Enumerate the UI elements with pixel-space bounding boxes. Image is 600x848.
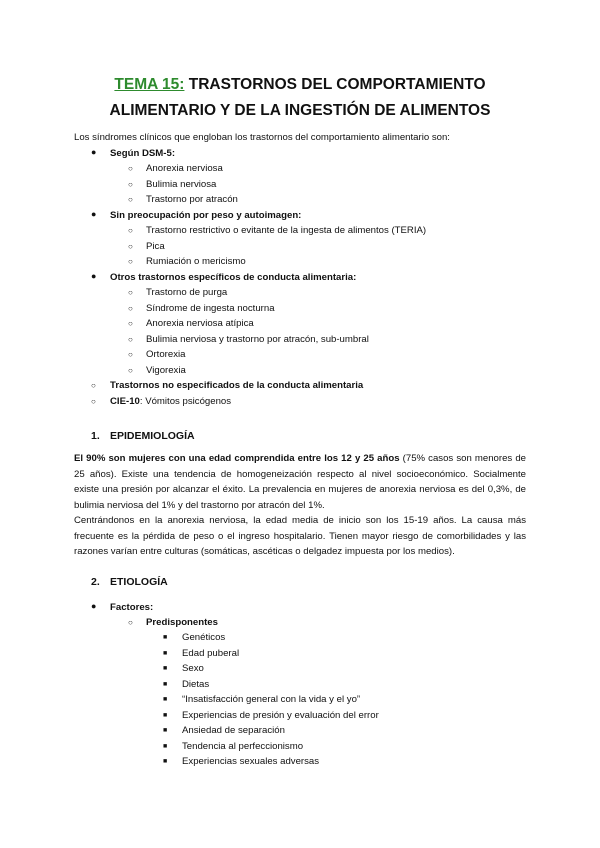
bullet-dot-icon: ● (91, 209, 97, 219)
group-no-especificados: Trastornos no especificados de la conducta alimentaria (110, 380, 364, 391)
bullet-circle-icon: ○ (91, 381, 96, 390)
bullet-square-icon: ■ (163, 758, 168, 765)
intro-text: Los síndromes clínicos que engloban los trastornos del comportamiento alimentario son: (74, 132, 450, 143)
cie10-text: : Vómitos psicógenos (139, 396, 232, 407)
bullet-dot-icon: ● (91, 147, 97, 157)
cie10-label: CIE-10 (110, 396, 140, 407)
bullet-circle-icon: ○ (128, 335, 133, 344)
section1-paragraph2: Centrándonos en la anorexia nerviosa, la edad media de inicio son los 15-19 años. La causa más frecuente es la pérdida de peso o el ingreso hospitalario. Tienen mayor riesgo de comorbilidades y las razones varían entre culturas (somáticas, ascéticas o delgadez impuesta por los medios). (74, 515, 526, 558)
list-item: Ortorexia (146, 349, 186, 360)
bullet-square-icon: ■ (163, 650, 168, 657)
title-line1: TRASTORNOS DEL COMPORTAMIENTO (184, 76, 486, 93)
list-item: “Insatisfacción general con la vida y el yo” (182, 694, 361, 705)
section2-number: 2. (91, 576, 100, 588)
bullet-square-icon: ■ (163, 665, 168, 672)
list-item: Experiencias sexuales adversas (182, 756, 320, 767)
bullet-square-icon: ■ (163, 727, 168, 734)
bullet-dot-icon: ● (91, 271, 97, 281)
bullet-circle-icon: ○ (128, 180, 133, 189)
bullet-square-icon: ■ (163, 696, 168, 703)
group-dsm5-label: Según DSM-5: (110, 148, 176, 159)
group-otros-label: Otros trastornos específicos de conducta alimentaria: (110, 272, 357, 283)
list-item: Vigorexia (146, 365, 186, 376)
section1-heading: EPIDEMIOLOGÍA (110, 430, 195, 442)
bullet-circle-icon: ○ (128, 366, 133, 375)
bullet-circle-icon: ○ (128, 350, 133, 359)
bullet-circle-icon: ○ (91, 397, 96, 406)
list-item: Ansiedad de separación (182, 725, 285, 736)
bullet-circle-icon: ○ (128, 319, 133, 328)
section1-p1-bold: El 90% son mujeres con una edad comprendida entre los 12 y 25 años (74, 453, 400, 464)
section2-heading: ETIOLOGÍA (110, 576, 168, 588)
list-item: Trastorno de purga (146, 287, 228, 298)
list-item: Bulimia nerviosa y trastorno por atracón, sub-umbral (146, 334, 369, 345)
bullet-square-icon: ■ (163, 743, 168, 750)
bullet-circle-icon: ○ (128, 257, 133, 266)
bullet-square-icon: ■ (163, 712, 168, 719)
list-item: Bulimia nerviosa (146, 179, 217, 190)
factores-label: Factores: (110, 602, 154, 613)
section1-p1-rest: (75% casos son menores de 25 años). Existe una tendencia de homogeneización respecto al nivel socioeconómico. Socialmente existe una presión por alcanzar el éxito. La prevalencia en mujeres de anorexia nerviosa es del 0,3%, de bulimia nerviosa del 1% y del trastorno por atracón del 1%. (74, 453, 526, 511)
predisponentes-label: Predisponentes (146, 617, 218, 628)
section1-paragraph1 (74, 451, 526, 513)
bullet-circle-icon: ○ (128, 288, 133, 297)
bullet-dot-icon: ● (91, 601, 97, 611)
bullet-square-icon: ■ (163, 634, 168, 641)
list-item: Síndrome de ingesta nocturna (146, 303, 275, 314)
list-item: Genéticos (182, 632, 226, 643)
list-item: Anorexia nerviosa atípica (146, 318, 254, 329)
bullet-circle-icon: ○ (128, 618, 133, 627)
group-sin-preocupacion-label: Sin preocupación por peso y autoimagen: (110, 210, 302, 221)
list-item: Trastorno por atracón (146, 194, 238, 205)
bullet-circle-icon: ○ (128, 164, 133, 173)
bullet-circle-icon: ○ (128, 242, 133, 251)
topic-number: TEMA 15: (114, 76, 185, 93)
bullet-circle-icon: ○ (128, 195, 133, 204)
bullet-circle-icon: ○ (128, 226, 133, 235)
bullet-circle-icon: ○ (128, 304, 133, 313)
list-item: Rumiación o mericismo (146, 256, 246, 267)
list-item: Tendencia al perfeccionismo (182, 741, 304, 752)
section1-number: 1. (91, 430, 100, 442)
list-item: Pica (146, 241, 165, 252)
title-line2: ALIMENTARIO Y DE LA INGESTIÓN DE ALIMENTOS (109, 102, 491, 119)
list-item: Anorexia nerviosa (146, 163, 223, 174)
page-title (40, 72, 560, 124)
list-item: Experiencias de presión y evaluación del error (182, 710, 379, 721)
list-item: Edad puberal (182, 648, 240, 659)
list-item: Dietas (182, 679, 210, 690)
list-item: Trastorno restrictivo o evitante de la ingesta de alimentos (TERIA) (146, 225, 427, 236)
group-cie10 (110, 394, 231, 410)
bullet-square-icon: ■ (163, 681, 168, 688)
list-item: Sexo (182, 663, 204, 674)
